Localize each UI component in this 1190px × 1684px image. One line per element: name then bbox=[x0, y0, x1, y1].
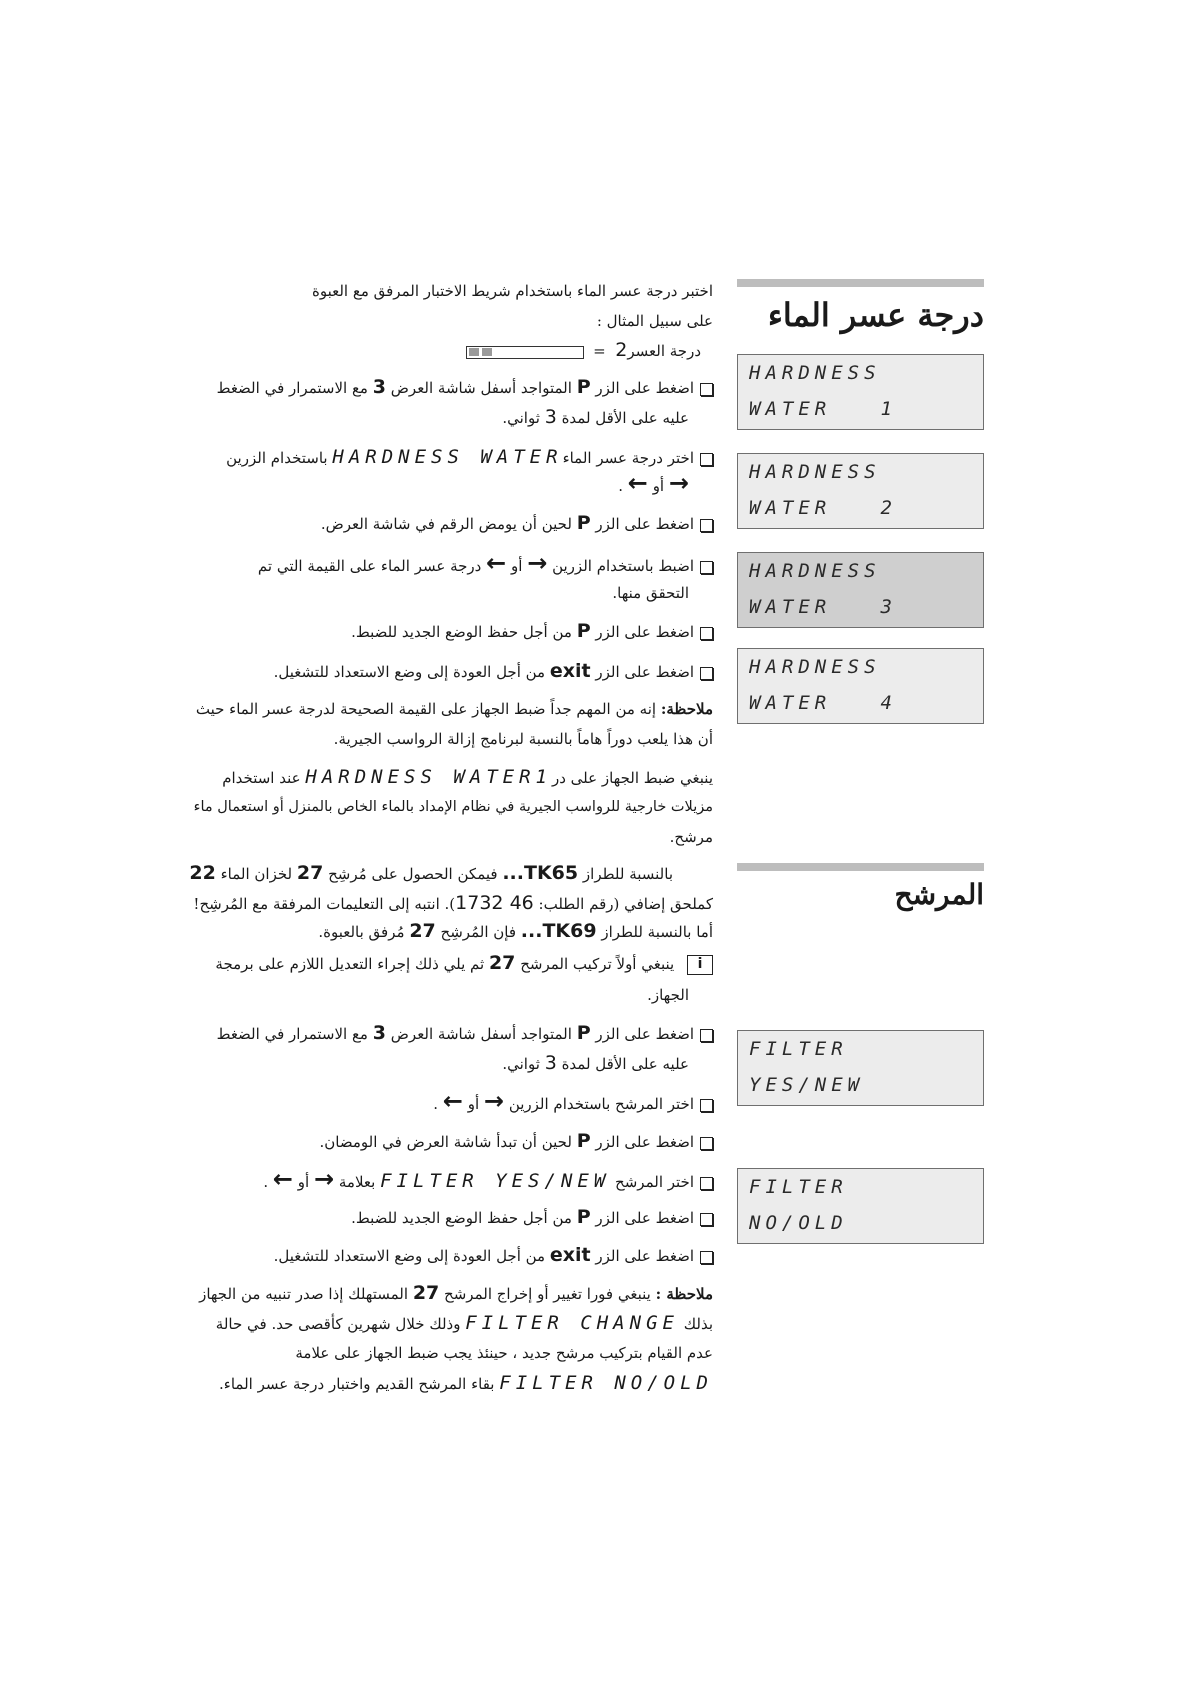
checkbox-icon bbox=[700, 627, 713, 640]
note-2: ينبغي ضبط الجهاز على درHARDNESS WATER1 عند استخدام bbox=[222, 766, 713, 788]
step-2: اختر درجة عسر الماءHARDNESS WATER باستخدام الزرين bbox=[226, 442, 713, 474]
arrow-right-icon: → bbox=[668, 469, 689, 497]
filter-note-line4: FILTER NO/OLD بقاء المرشح القديم واختبار درجة عسر الماء. bbox=[219, 1372, 713, 1394]
lcd-inline: FILTER YES/NEW bbox=[380, 1170, 611, 1192]
checkbox-icon bbox=[700, 1213, 713, 1226]
lcd-line2: WATER 4 bbox=[749, 692, 897, 714]
lcd-hardness-2 bbox=[737, 453, 984, 529]
checkbox-icon bbox=[700, 561, 713, 574]
note-2-cont: مزيلات خارجية للرواسب الجيرية في نظام الإمداد بالماء الخاص بالمنزل أو استعمال ماء bbox=[193, 799, 713, 815]
checkbox-icon bbox=[700, 519, 713, 532]
p-button-label: P bbox=[576, 1022, 591, 1044]
lcd-line2: NO/OLD bbox=[749, 1212, 848, 1234]
checkbox-icon bbox=[700, 1099, 713, 1112]
arrow-left-icon: ← bbox=[272, 1165, 293, 1193]
lcd-line1: HARDNESS bbox=[749, 362, 881, 384]
filter-step-3: اضغط على الزر P لحين أن تبدأ شاشة العرض في الومضان. bbox=[319, 1126, 713, 1158]
lcd-line2: WATER 3 bbox=[749, 596, 897, 618]
filter-p1: بالنسبة للطراز TK65... فيمكن الحصول على مُرشِح 27 لخزان الماء 22 bbox=[189, 862, 673, 884]
lcd-hardness-1 bbox=[737, 354, 984, 430]
intro-line2: على سبيل المثال : bbox=[596, 312, 713, 330]
checkbox-icon bbox=[700, 383, 713, 396]
lcd-line1: HARDNESS bbox=[749, 461, 881, 483]
lcd-line1: HARDNESS bbox=[749, 656, 881, 678]
p-button-label: P bbox=[576, 1206, 591, 1228]
lcd-filter-yes-new bbox=[737, 1030, 984, 1106]
checkbox-icon bbox=[700, 1251, 713, 1264]
arrow-right-icon: → bbox=[483, 1087, 505, 1115]
filter-step-6: اضغط على الزر exit من أجل العودة إلى وضع الاستعداد للتشغيل. bbox=[274, 1240, 713, 1272]
info-icon: i bbox=[687, 955, 713, 975]
filter-info-cont: الجهاز. bbox=[647, 986, 689, 1004]
p-button-label: P bbox=[576, 620, 591, 642]
arrow-left-icon: ← bbox=[486, 549, 507, 577]
lcd-line1: FILTER bbox=[749, 1176, 848, 1198]
p-button-label: P bbox=[576, 376, 591, 398]
example-label: درجة العسر bbox=[627, 342, 701, 360]
filter-p1-line3: أما بالنسبة للطراز TK69... فإن المُرشِح 27 مُرفق بالعبوة. bbox=[318, 920, 713, 942]
checkbox-icon bbox=[700, 1177, 713, 1190]
example-equals: = bbox=[593, 342, 606, 360]
lcd-inline: FILTER NO/OLD bbox=[499, 1372, 713, 1394]
step-1: اضغط على الزر P المتواجد أسفل شاشة العرض 3 مع الاستمرار في الضغط bbox=[217, 372, 713, 404]
hardness-heading: درجة عسر الماء bbox=[767, 296, 984, 334]
filter-note-line2: بذلك FILTER CHANGE وذلك خلال شهرين كأقصى حد. في حالة bbox=[215, 1312, 713, 1334]
step-4: اضبط باستخدام الزرين → أو ← درجة عسر الماء على القيمة التي تم bbox=[258, 548, 713, 582]
arrow-left-icon: ← bbox=[627, 469, 648, 497]
lcd-line2: WATER 1 bbox=[749, 398, 897, 420]
step-6: اضغط على الزر exit من أجل العودة إلى وضع الاستعداد للتشغيل. bbox=[274, 656, 713, 688]
test-strip-icon bbox=[466, 346, 584, 359]
lcd-hardness-3 bbox=[737, 552, 984, 628]
filter-step-1-cont: عليه على الأقل لمدة 3 ثواني. bbox=[502, 1052, 689, 1074]
arrow-right-icon: → bbox=[313, 1165, 335, 1193]
p-button-label: P bbox=[576, 1130, 591, 1152]
exit-button-label: exit bbox=[549, 1244, 591, 1266]
note-1-cont: أن هذا يلعب دوراً هاماً بالنسبة لبرنامج إزالة الرواسب الجيرية. bbox=[333, 730, 713, 748]
step-2-cont: → أو ← . bbox=[618, 469, 689, 497]
lcd-line1: HARDNESS bbox=[749, 560, 881, 582]
lcd-hardness-4 bbox=[737, 648, 984, 724]
step-5: اضغط على الزر P من أجل حفظ الوضع الجديد للضبط. bbox=[351, 616, 713, 648]
filter-step-4: اختر المرشح FILTER YES/NEW بعلامة → أو ← . bbox=[263, 1164, 713, 1198]
lcd-line1: FILTER bbox=[749, 1038, 848, 1060]
checkbox-icon bbox=[700, 453, 713, 466]
filter-step-2: اختر المرشح باستخدام الزرين → أو ← . bbox=[433, 1086, 713, 1120]
checkbox-icon bbox=[700, 1029, 713, 1042]
exit-button-label: exit bbox=[549, 660, 591, 682]
filter-heading: المرشح bbox=[894, 878, 984, 911]
arrow-left-icon: ← bbox=[442, 1087, 463, 1115]
filter-note-line3: عدم القيام بتركيب مرشح جديد ، حينئذ يجب ضبط الجهاز على علامة bbox=[295, 1344, 713, 1362]
lcd-inline: HARDNESS WATER1 bbox=[305, 766, 552, 788]
step-4-cont: التحقق منها. bbox=[612, 584, 689, 602]
p-button-label: P bbox=[576, 512, 591, 534]
filter-step-1: اضغط على الزر P المتواجد أسفل شاشة العرض 3 مع الاستمرار في الضغط bbox=[217, 1018, 713, 1050]
section-rule-filter bbox=[737, 863, 984, 871]
lcd-inline: HARDNESS WATER bbox=[332, 446, 563, 468]
step-3: اضغط على الزر P لحين أن يومض الرقم في شاشة العرض. bbox=[321, 508, 713, 540]
step-1-cont: عليه على الأقل لمدة 3 ثواني. bbox=[502, 406, 689, 428]
lcd-inline: FILTER CHANGE bbox=[465, 1312, 679, 1334]
intro-line1: اختبر درجة عسر الماء باستخدام شريط الاختبار المرفق مع العبوة bbox=[311, 282, 713, 300]
note-2-cont2: مرشح. bbox=[669, 828, 713, 846]
example-strip-line bbox=[466, 335, 701, 367]
note-1: ملاحظة: إنه من المهم جداً ضبط الجهاز على القيمة الصحيحة لدرجة عسر الماء حيث bbox=[195, 700, 713, 718]
example-value: 2 bbox=[615, 339, 628, 361]
filter-step-5: اضغط على الزر P من أجل حفظ الوضع الجديد للضبط. bbox=[351, 1202, 713, 1234]
filter-info: i ينبغي أولاً تركيب المرشح 27 ثم يلي ذلك إجراء التعديل اللازم على برمجة bbox=[215, 948, 713, 980]
lcd-filter-no-old bbox=[737, 1168, 984, 1244]
filter-p1-line2: كملحق إضافي (رقم الطلب: 46 1732). انتبه إلى التعليمات المرفقة مع المُرشِح! bbox=[193, 892, 713, 914]
filter-note: ملاحظة : ينبغي فورا تغيير أو إخراج المرشح 27 المستهلك إذا صدر تنبيه من الجهاز bbox=[199, 1282, 713, 1304]
checkbox-icon bbox=[700, 667, 713, 680]
arrow-right-icon: → bbox=[527, 549, 548, 577]
lcd-line2: YES/NEW bbox=[749, 1074, 865, 1096]
section-rule-hardness bbox=[737, 279, 984, 287]
lcd-line2: WATER 2 bbox=[749, 497, 897, 519]
checkbox-icon bbox=[700, 1137, 713, 1150]
